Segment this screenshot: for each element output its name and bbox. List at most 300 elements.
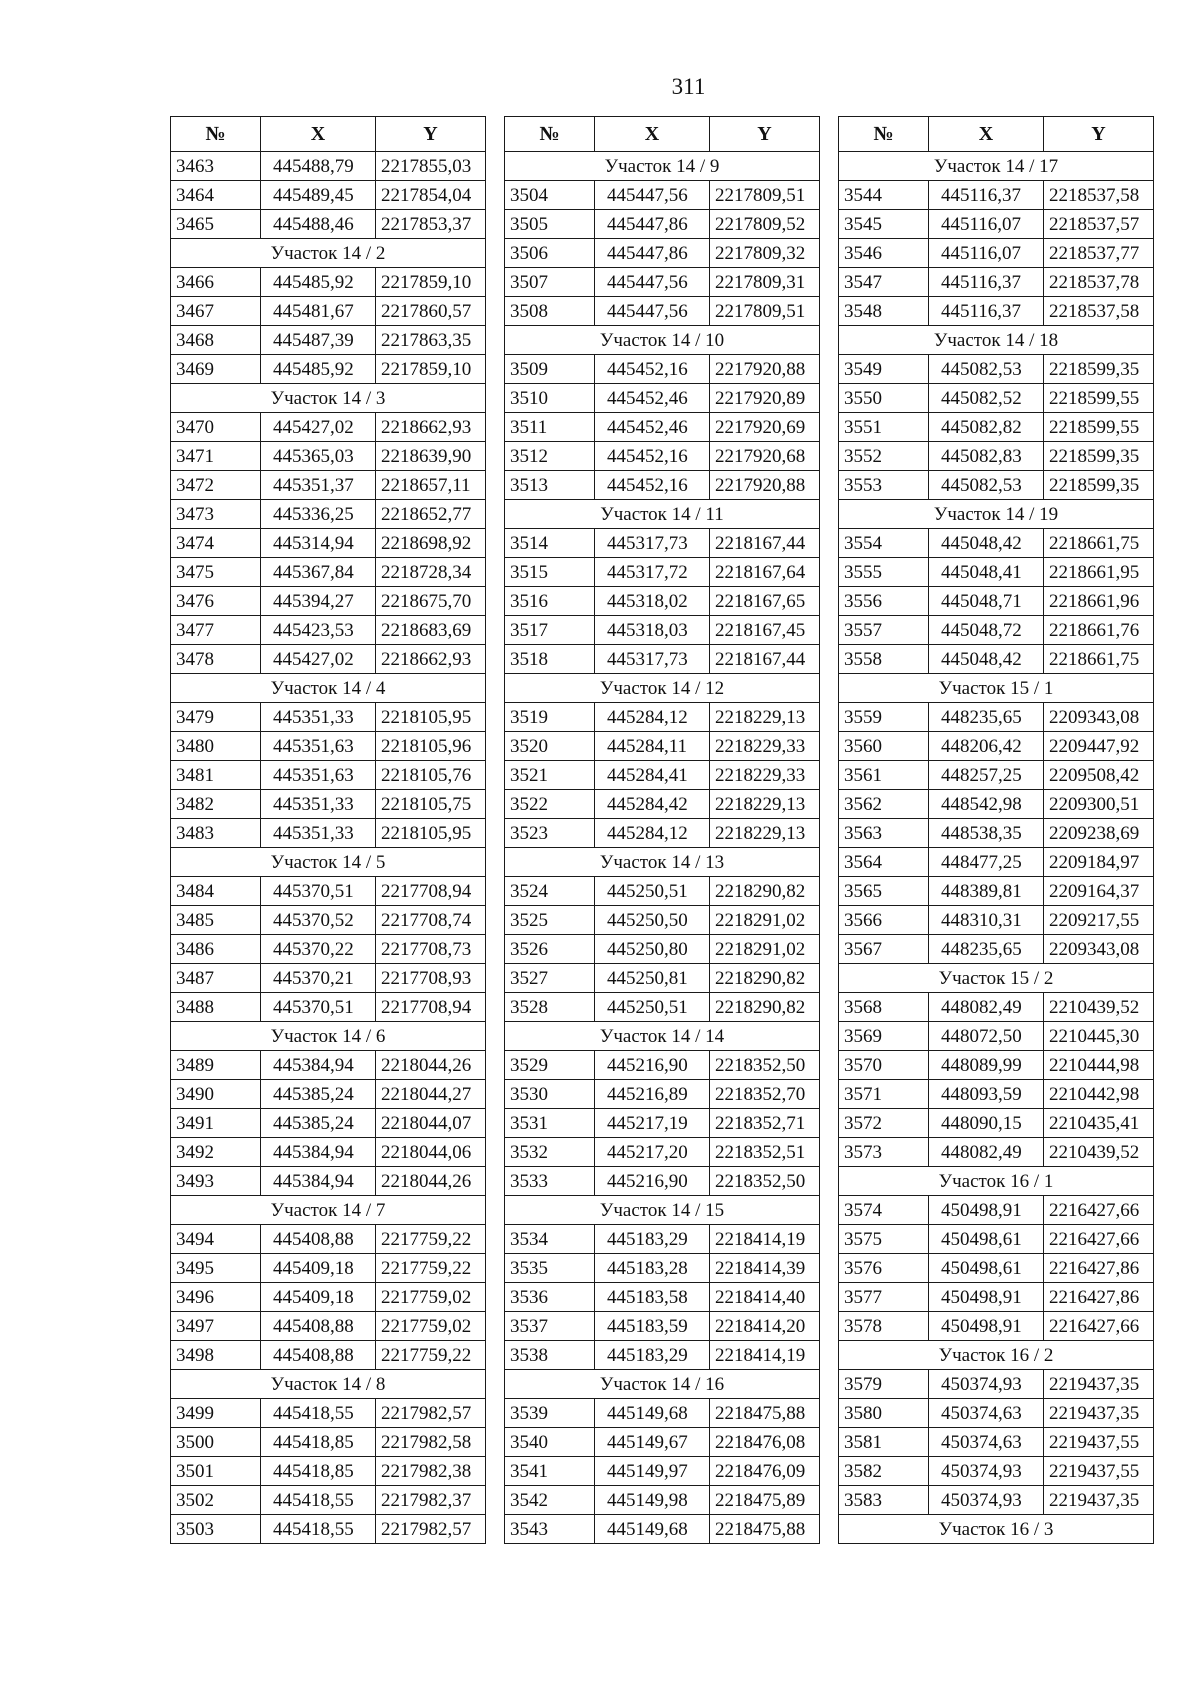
table-row — [505, 442, 820, 471]
cell-x: 445149,68 — [595, 1515, 710, 1544]
section-row — [839, 1167, 1154, 1196]
table-row — [171, 1109, 486, 1138]
cell-y: 2217920,88 — [710, 355, 820, 384]
table-row — [839, 1109, 1154, 1138]
cell-y: 2217920,89 — [710, 384, 820, 413]
table-row — [505, 355, 820, 384]
section-title: Участок 14 / 9 — [505, 152, 820, 181]
cell-x: 445183,28 — [595, 1254, 710, 1283]
cell-y: 2216427,66 — [1044, 1225, 1154, 1254]
cell-y: 2218657,11 — [376, 471, 486, 500]
cell-number: 3560 — [839, 732, 929, 761]
cell-number: 3492 — [171, 1138, 261, 1167]
table-row — [171, 761, 486, 790]
table-row — [171, 587, 486, 616]
cell-y: 2209238,69 — [1044, 819, 1154, 848]
cell-number: 3512 — [505, 442, 595, 471]
table-row — [171, 964, 486, 993]
cell-y: 2218414,19 — [710, 1225, 820, 1254]
cell-y: 2218167,45 — [710, 616, 820, 645]
cell-number: 3496 — [171, 1283, 261, 1312]
cell-number: 3565 — [839, 877, 929, 906]
cell-number: 3528 — [505, 993, 595, 1022]
table-row — [505, 471, 820, 500]
table-row — [171, 1399, 486, 1428]
cell-number: 3463 — [171, 152, 261, 181]
cell-number: 3573 — [839, 1138, 929, 1167]
cell-x: 445284,42 — [595, 790, 710, 819]
cell-y: 2216427,66 — [1044, 1196, 1154, 1225]
cell-number: 3504 — [505, 181, 595, 210]
cell-y: 2218229,13 — [710, 819, 820, 848]
section-title: Участок 14 / 3 — [171, 384, 486, 413]
table-row — [839, 877, 1154, 906]
cell-x: 445365,03 — [261, 442, 376, 471]
cell-y: 2217854,04 — [376, 181, 486, 210]
cell-y: 2217809,51 — [710, 181, 820, 210]
cell-x: 445384,94 — [261, 1167, 376, 1196]
table-row — [505, 1283, 820, 1312]
cell-x: 445385,24 — [261, 1080, 376, 1109]
table-row — [839, 906, 1154, 935]
cell-y: 2217809,52 — [710, 210, 820, 239]
section-title: Участок 14 / 2 — [171, 239, 486, 268]
table-row — [171, 326, 486, 355]
section-title: Участок 15 / 2 — [839, 964, 1154, 993]
cell-y: 2217982,58 — [376, 1428, 486, 1457]
table-row — [171, 877, 486, 906]
cell-y: 2217920,69 — [710, 413, 820, 442]
table-row — [171, 703, 486, 732]
table-header-row — [171, 117, 486, 152]
cell-x: 450498,91 — [929, 1312, 1044, 1341]
section-title: Участок 14 / 15 — [505, 1196, 820, 1225]
cell-y: 2217708,74 — [376, 906, 486, 935]
table-row — [505, 1399, 820, 1428]
cell-x: 445385,24 — [261, 1109, 376, 1138]
section-row — [171, 1196, 486, 1225]
cell-number: 3552 — [839, 442, 929, 471]
table-row — [839, 1196, 1154, 1225]
cell-y: 2218683,69 — [376, 616, 486, 645]
table-row — [839, 558, 1154, 587]
cell-x: 445048,71 — [929, 587, 1044, 616]
section-row — [171, 674, 486, 703]
cell-x: 448477,25 — [929, 848, 1044, 877]
table-row — [839, 1486, 1154, 1515]
table-row — [839, 703, 1154, 732]
cell-x: 445250,80 — [595, 935, 710, 964]
table-row — [839, 1225, 1154, 1254]
table-row — [505, 413, 820, 442]
table-row — [171, 355, 486, 384]
cell-y: 2217859,10 — [376, 355, 486, 384]
coordinates-table-column-2 — [504, 116, 820, 1544]
cell-number: 3479 — [171, 703, 261, 732]
section-title: Участок 14 / 17 — [839, 152, 1154, 181]
table-row — [171, 1341, 486, 1370]
cell-x: 445317,73 — [595, 645, 710, 674]
cell-number: 3488 — [171, 993, 261, 1022]
cell-number: 3507 — [505, 268, 595, 297]
table-row — [171, 181, 486, 210]
cell-number: 3476 — [171, 587, 261, 616]
cell-x: 445351,63 — [261, 732, 376, 761]
cell-y: 2209343,08 — [1044, 703, 1154, 732]
cell-x: 445427,02 — [261, 413, 376, 442]
cell-number: 3568 — [839, 993, 929, 1022]
cell-number: 3481 — [171, 761, 261, 790]
cell-number: 3561 — [839, 761, 929, 790]
cell-number: 3483 — [171, 819, 261, 848]
cell-y: 2218662,93 — [376, 645, 486, 674]
cell-x: 448093,59 — [929, 1080, 1044, 1109]
section-title: Участок 16 / 2 — [839, 1341, 1154, 1370]
cell-x: 450498,61 — [929, 1254, 1044, 1283]
section-title: Участок 14 / 11 — [505, 500, 820, 529]
cell-number: 3545 — [839, 210, 929, 239]
header-number: № — [839, 117, 929, 152]
table-row — [839, 1283, 1154, 1312]
table-row — [505, 964, 820, 993]
cell-x: 448235,65 — [929, 703, 1044, 732]
cell-y: 2217920,88 — [710, 471, 820, 500]
table-row — [505, 297, 820, 326]
section-title: Участок 16 / 3 — [839, 1515, 1154, 1544]
cell-y: 2218599,35 — [1044, 471, 1154, 500]
table-row — [171, 1428, 486, 1457]
table-row — [171, 1051, 486, 1080]
table-row — [839, 1370, 1154, 1399]
coordinates-table — [170, 116, 486, 1544]
section-row — [171, 1022, 486, 1051]
cell-number: 3537 — [505, 1312, 595, 1341]
cell-y: 2218662,93 — [376, 413, 486, 442]
table-row — [839, 1022, 1154, 1051]
cell-x: 445384,94 — [261, 1138, 376, 1167]
cell-number: 3540 — [505, 1428, 595, 1457]
section-row — [505, 1022, 820, 1051]
table-row — [839, 384, 1154, 413]
cell-number: 3542 — [505, 1486, 595, 1515]
cell-x: 445250,81 — [595, 964, 710, 993]
cell-number: 3583 — [839, 1486, 929, 1515]
table-row — [505, 181, 820, 210]
cell-number: 3471 — [171, 442, 261, 471]
cell-x: 445418,85 — [261, 1457, 376, 1486]
table-row — [171, 1138, 486, 1167]
section-row — [171, 239, 486, 268]
cell-number: 3486 — [171, 935, 261, 964]
cell-x: 445082,52 — [929, 384, 1044, 413]
coordinates-table — [504, 116, 820, 1544]
cell-y: 2218537,78 — [1044, 268, 1154, 297]
cell-x: 445481,67 — [261, 297, 376, 326]
table-row — [171, 1457, 486, 1486]
cell-number: 3485 — [171, 906, 261, 935]
table-row — [505, 1254, 820, 1283]
table-row — [839, 616, 1154, 645]
table-header-row — [505, 117, 820, 152]
cell-y: 2217853,37 — [376, 210, 486, 239]
cell-y: 2218661,75 — [1044, 645, 1154, 674]
section-title: Участок 14 / 6 — [171, 1022, 486, 1051]
cell-x: 445394,27 — [261, 587, 376, 616]
cell-y: 2218475,88 — [710, 1515, 820, 1544]
table-row — [505, 558, 820, 587]
table-row — [839, 1138, 1154, 1167]
cell-x: 445116,37 — [929, 268, 1044, 297]
cell-x: 445216,90 — [595, 1167, 710, 1196]
cell-x: 445149,98 — [595, 1486, 710, 1515]
cell-y: 2209164,37 — [1044, 877, 1154, 906]
cell-x: 445116,07 — [929, 239, 1044, 268]
cell-x: 445149,68 — [595, 1399, 710, 1428]
table-row — [505, 645, 820, 674]
cell-y: 2218537,58 — [1044, 181, 1154, 210]
cell-number: 3525 — [505, 906, 595, 935]
section-title: Участок 14 / 16 — [505, 1370, 820, 1399]
section-row — [505, 326, 820, 355]
cell-y: 2218476,09 — [710, 1457, 820, 1486]
section-title: Участок 14 / 14 — [505, 1022, 820, 1051]
header-y: Y — [710, 117, 820, 152]
table-row — [171, 935, 486, 964]
cell-number: 3550 — [839, 384, 929, 413]
section-row — [839, 326, 1154, 355]
cell-number: 3465 — [171, 210, 261, 239]
table-row — [839, 239, 1154, 268]
table-row — [505, 819, 820, 848]
cell-number: 3495 — [171, 1254, 261, 1283]
cell-x: 445367,84 — [261, 558, 376, 587]
cell-number: 3546 — [839, 239, 929, 268]
cell-y: 2218414,39 — [710, 1254, 820, 1283]
cell-x: 445082,53 — [929, 471, 1044, 500]
section-title: Участок 14 / 10 — [505, 326, 820, 355]
cell-x: 445318,03 — [595, 616, 710, 645]
cell-x: 450374,63 — [929, 1428, 1044, 1457]
section-title: Участок 14 / 18 — [839, 326, 1154, 355]
table-row — [839, 732, 1154, 761]
table-row — [171, 906, 486, 935]
table-row — [839, 993, 1154, 1022]
section-title: Участок 15 / 1 — [839, 674, 1154, 703]
cell-number: 3470 — [171, 413, 261, 442]
cell-y: 2217920,68 — [710, 442, 820, 471]
cell-x: 445048,42 — [929, 529, 1044, 558]
cell-number: 3531 — [505, 1109, 595, 1138]
cell-x: 450374,93 — [929, 1370, 1044, 1399]
cell-number: 3505 — [505, 210, 595, 239]
cell-x: 445250,50 — [595, 906, 710, 935]
cell-number: 3498 — [171, 1341, 261, 1370]
cell-number: 3506 — [505, 239, 595, 268]
coordinates-table-column-3 — [838, 116, 1154, 1544]
cell-number: 3532 — [505, 1138, 595, 1167]
table-row — [505, 210, 820, 239]
cell-y: 2210445,30 — [1044, 1022, 1154, 1051]
cell-y: 2218044,26 — [376, 1167, 486, 1196]
cell-y: 2218167,44 — [710, 645, 820, 674]
cell-x: 445452,16 — [595, 471, 710, 500]
table-row — [839, 645, 1154, 674]
cell-x: 445250,51 — [595, 993, 710, 1022]
cell-y: 2218229,33 — [710, 732, 820, 761]
cell-number: 3547 — [839, 268, 929, 297]
table-row — [839, 529, 1154, 558]
cell-y: 2218537,58 — [1044, 297, 1154, 326]
cell-number: 3530 — [505, 1080, 595, 1109]
section-row — [505, 1196, 820, 1225]
table-row — [171, 1515, 486, 1544]
cell-y: 2217982,38 — [376, 1457, 486, 1486]
cell-number: 3555 — [839, 558, 929, 587]
cell-x: 445488,46 — [261, 210, 376, 239]
cell-y: 2217863,35 — [376, 326, 486, 355]
cell-y: 2218698,92 — [376, 529, 486, 558]
cell-number: 3475 — [171, 558, 261, 587]
cell-number: 3499 — [171, 1399, 261, 1428]
cell-y: 2219437,55 — [1044, 1428, 1154, 1457]
header-y: Y — [376, 117, 486, 152]
cell-number: 3493 — [171, 1167, 261, 1196]
cell-y: 2217982,37 — [376, 1486, 486, 1515]
cell-y: 2218105,75 — [376, 790, 486, 819]
cell-number: 3487 — [171, 964, 261, 993]
cell-number: 3502 — [171, 1486, 261, 1515]
cell-x: 445351,33 — [261, 790, 376, 819]
cell-x: 445284,12 — [595, 819, 710, 848]
coordinates-table — [838, 116, 1154, 1544]
cell-x: 445370,22 — [261, 935, 376, 964]
cell-y: 2209447,92 — [1044, 732, 1154, 761]
cell-number: 3566 — [839, 906, 929, 935]
cell-y: 2210444,98 — [1044, 1051, 1154, 1080]
cell-x: 445351,33 — [261, 819, 376, 848]
cell-y: 2218105,76 — [376, 761, 486, 790]
cell-y: 2217759,02 — [376, 1312, 486, 1341]
cell-y: 2218290,82 — [710, 964, 820, 993]
cell-y: 2217982,57 — [376, 1515, 486, 1544]
table-row — [839, 297, 1154, 326]
table-row — [839, 413, 1154, 442]
table-header-row — [839, 117, 1154, 152]
table-row — [839, 355, 1154, 384]
cell-x: 445318,02 — [595, 587, 710, 616]
table-row — [171, 732, 486, 761]
table-row — [171, 993, 486, 1022]
section-row — [839, 500, 1154, 529]
header-number: № — [171, 117, 261, 152]
table-row — [171, 645, 486, 674]
table-row — [171, 442, 486, 471]
table-row — [505, 1486, 820, 1515]
cell-x: 445488,79 — [261, 152, 376, 181]
cell-y: 2210435,41 — [1044, 1109, 1154, 1138]
table-row — [839, 587, 1154, 616]
cell-x: 448257,25 — [929, 761, 1044, 790]
table-row — [505, 935, 820, 964]
cell-x: 445384,94 — [261, 1051, 376, 1080]
cell-x: 445409,18 — [261, 1254, 376, 1283]
page-number: 311 — [671, 74, 706, 99]
table-row — [171, 210, 486, 239]
cell-number: 3539 — [505, 1399, 595, 1428]
table-row — [505, 1225, 820, 1254]
cell-y: 2209217,55 — [1044, 906, 1154, 935]
cell-y: 2217982,57 — [376, 1399, 486, 1428]
cell-number: 3574 — [839, 1196, 929, 1225]
cell-y: 2218414,40 — [710, 1283, 820, 1312]
cell-x: 448542,98 — [929, 790, 1044, 819]
cell-number: 3535 — [505, 1254, 595, 1283]
cell-x: 450498,91 — [929, 1283, 1044, 1312]
cell-number: 3473 — [171, 500, 261, 529]
cell-number: 3570 — [839, 1051, 929, 1080]
cell-x: 445487,39 — [261, 326, 376, 355]
cell-y: 2209184,97 — [1044, 848, 1154, 877]
section-title: Участок 16 / 1 — [839, 1167, 1154, 1196]
table-row — [171, 529, 486, 558]
cell-x: 445116,37 — [929, 297, 1044, 326]
table-row — [839, 935, 1154, 964]
cell-number: 3544 — [839, 181, 929, 210]
header-number: № — [505, 117, 595, 152]
cell-y: 2218537,57 — [1044, 210, 1154, 239]
table-row — [505, 703, 820, 732]
table-row — [171, 1167, 486, 1196]
cell-y: 2217759,22 — [376, 1341, 486, 1370]
table-row — [839, 1428, 1154, 1457]
table-row — [505, 1051, 820, 1080]
cell-number: 3491 — [171, 1109, 261, 1138]
cell-y: 2210439,52 — [1044, 993, 1154, 1022]
cell-number: 3472 — [171, 471, 261, 500]
cell-y: 2218475,88 — [710, 1399, 820, 1428]
section-title: Участок 14 / 5 — [171, 848, 486, 877]
cell-x: 445427,02 — [261, 645, 376, 674]
cell-x: 448082,49 — [929, 1138, 1044, 1167]
cell-x: 448072,50 — [929, 1022, 1044, 1051]
cell-number: 3511 — [505, 413, 595, 442]
cell-y: 2218229,33 — [710, 761, 820, 790]
cell-x: 448310,31 — [929, 906, 1044, 935]
cell-x: 445351,37 — [261, 471, 376, 500]
cell-y: 2218599,55 — [1044, 384, 1154, 413]
section-title: Участок 14 / 7 — [171, 1196, 486, 1225]
cell-x: 445452,16 — [595, 442, 710, 471]
cell-x: 445082,82 — [929, 413, 1044, 442]
table-row — [505, 268, 820, 297]
cell-number: 3551 — [839, 413, 929, 442]
table-row — [171, 413, 486, 442]
header-x: X — [929, 117, 1044, 152]
cell-x: 448082,49 — [929, 993, 1044, 1022]
cell-x: 445408,88 — [261, 1312, 376, 1341]
cell-x: 448538,35 — [929, 819, 1044, 848]
table-row — [505, 790, 820, 819]
cell-x: 445317,73 — [595, 529, 710, 558]
cell-y: 2217859,10 — [376, 268, 486, 297]
table-row — [505, 906, 820, 935]
cell-y: 2217708,73 — [376, 935, 486, 964]
cell-number: 3516 — [505, 587, 595, 616]
cell-number: 3572 — [839, 1109, 929, 1138]
cell-x: 445082,83 — [929, 442, 1044, 471]
section-row — [505, 152, 820, 181]
table-row — [839, 268, 1154, 297]
